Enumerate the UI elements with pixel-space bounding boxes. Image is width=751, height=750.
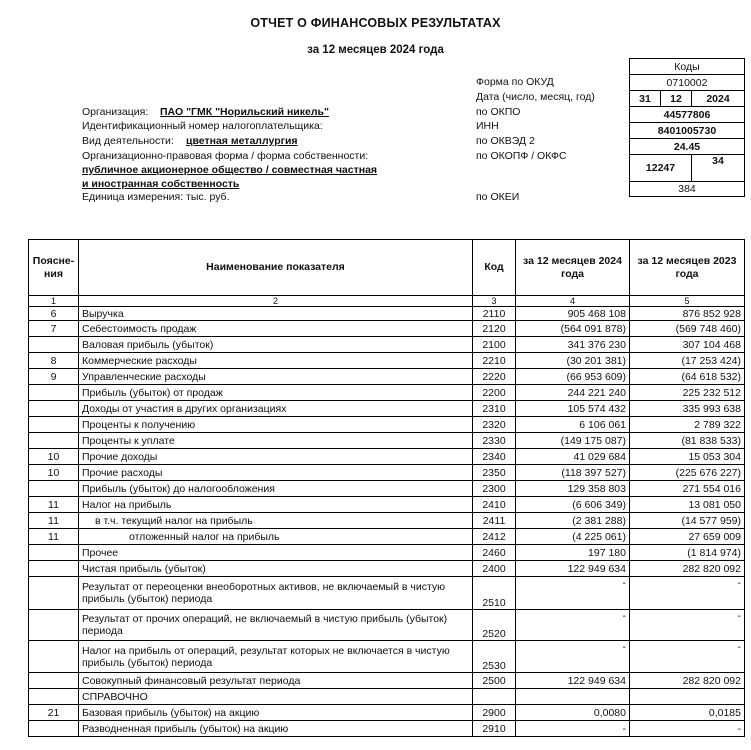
table-row [29,721,745,737]
row-current-value: 122 949 634 [516,561,630,577]
row-current-value: - [516,721,630,737]
row-name: Базовая прибыль (убыток) на акцию [79,705,473,721]
row-previous-value: 27 659 009 [630,529,745,545]
row-name: Проценты к уплате [79,433,473,449]
row-code: 2210 [473,353,516,369]
row-note [29,610,79,641]
table-row [29,417,745,433]
row-note: 11 [29,529,79,545]
activity-value: цветная металлургия [186,135,298,147]
row-name: Валовая прибыль (убыток) [79,337,473,353]
col-header-note: Поясне-ния [29,240,79,296]
row-current-value: - [516,610,630,641]
okud-value: 0710002 [630,75,745,91]
table-row [29,577,745,610]
table-row [29,307,745,321]
activity-label: Вид деятельности: [82,135,174,147]
row-note [29,641,79,673]
col-header-name: Наименование показателя [79,240,473,296]
row-name: отложенный налог на прибыль [79,529,473,545]
row-code: 2300 [473,481,516,497]
financial-results-table [28,239,745,737]
table-row [29,385,745,401]
row-note [29,577,79,610]
row-note [29,417,79,433]
col-header-code: Код [473,240,516,296]
row-code: 2350 [473,465,516,481]
codes-heading: Коды [630,59,745,75]
row-code: 2400 [473,561,516,577]
row-name: Коммерческие расходы [79,353,473,369]
row-code: 2110 [473,307,516,321]
row-code: 2100 [473,337,516,353]
row-current-value: 0,0080 [516,705,630,721]
row-current-value: 905 468 108 [516,307,630,321]
date-month: 12 [661,91,692,107]
row-previous-value: 13 081 050 [630,497,745,513]
row-name: Налог на прибыль [79,497,473,513]
row-previous-value: (569 748 460) [630,321,745,337]
row-name: Проценты к получению [79,417,473,433]
row-current-value: 129 358 803 [516,481,630,497]
row-previous-value: (225 676 227) [630,465,745,481]
row-code: 2900 [473,705,516,721]
row-note [29,561,79,577]
row-note: 8 [29,353,79,369]
okpo-label: по ОКПО [476,106,521,118]
row-code: 2412 [473,529,516,545]
row-code: 2320 [473,417,516,433]
index-cell: 3 [473,296,516,307]
col-header-current: за 12 месяцев 2024 года [516,240,630,296]
row-current-value: - [516,641,630,673]
index-cell: 2 [79,296,473,307]
row-previous-value: 335 993 638 [630,401,745,417]
unit-label: Единица измерения: тыс. руб. [82,191,230,203]
row-name: Себестоимость продаж [79,321,473,337]
row-name: Прочие доходы [79,449,473,465]
row-name: Прибыль (убыток) от продаж [79,385,473,401]
okved-label: по ОКВЭД 2 [476,135,535,147]
row-name: Результат от переоценки внеоборотных активов, не включаемый в чистую прибыль (убыток) периода [79,577,473,610]
row-name: Прочее [79,545,473,561]
table-row [29,673,745,689]
row-code: 2200 [473,385,516,401]
row-note [29,433,79,449]
index-cell: 1 [29,296,79,307]
row-name: в т.ч. текущий налог на прибыль [79,513,473,529]
row-note: 9 [29,369,79,385]
org-name: ПАО "ГМК "Норильский никель" [160,106,329,118]
row-current-value: - [516,577,630,610]
row-note [29,401,79,417]
row-note [29,545,79,561]
date-day: 31 [630,91,661,107]
table-row [29,449,745,465]
row-current-value: 105 574 432 [516,401,630,417]
row-name: Управленческие расходы [79,369,473,385]
inn-value: 8401005730 [630,123,745,139]
row-code: 2530 [473,641,516,673]
row-note: 7 [29,321,79,337]
row-code: 2310 [473,401,516,417]
table-row [29,481,745,497]
row-code: 2500 [473,673,516,689]
row-name: Результат от прочих операций, не включаемый в чистую прибыль (убыток) периода [79,610,473,641]
row-previous-value [630,689,745,705]
row-code: 2460 [473,545,516,561]
row-note [29,689,79,705]
row-current-value: 41 029 684 [516,449,630,465]
table-row [29,401,745,417]
index-row [29,296,745,307]
org-label: Организация: [82,106,149,118]
row-previous-value: (14 577 959) [630,513,745,529]
row-previous-value: 2 789 322 [630,417,745,433]
row-current-value: 122 949 634 [516,673,630,689]
row-current-value: (564 091 878) [516,321,630,337]
col-header-previous: за 12 месяцев 2023 года [630,240,745,296]
row-code: 2411 [473,513,516,529]
row-note: 10 [29,449,79,465]
row-previous-value: 282 820 092 [630,673,745,689]
row-code: 2330 [473,433,516,449]
row-current-value: (6 606 349) [516,497,630,513]
row-current-value: (2 381 288) [516,513,630,529]
okopf-label: по ОКОПФ / ОКФС [476,150,567,162]
row-previous-value: 307 104 468 [630,337,745,353]
row-previous-value: - [630,610,745,641]
row-current-value: (30 201 381) [516,353,630,369]
row-code: 2340 [473,449,516,465]
row-current-value: (149 175 087) [516,433,630,449]
row-note: 11 [29,513,79,529]
table-row [29,641,745,673]
form-line-2: и иностранная собственность [82,178,240,190]
table-row [29,497,745,513]
table-row [29,689,745,705]
table-row [29,369,745,385]
row-previous-value: (1 814 974) [630,545,745,561]
table-row [29,465,745,481]
table-row [29,610,745,641]
report-title: ОТЧЕТ О ФИНАНСОВЫХ РЕЗУЛЬТАТАХ [250,16,501,30]
row-current-value: (118 397 527) [516,465,630,481]
okei-value: 384 [630,182,745,197]
row-previous-value: (17 253 424) [630,353,745,369]
table-row [29,705,745,721]
table-row [29,545,745,561]
table-row [29,529,745,545]
codes-table [629,58,745,197]
row-current-value: 244 221 240 [516,385,630,401]
row-note [29,721,79,737]
row-note: 11 [29,497,79,513]
row-note: 6 [29,307,79,321]
row-note: 21 [29,705,79,721]
row-current-value: 6 106 061 [516,417,630,433]
row-previous-value: 876 852 928 [630,307,745,321]
table-row [29,337,745,353]
row-current-value: 197 180 [516,545,630,561]
table-row [29,353,745,369]
row-previous-value: - [630,721,745,737]
table-row [29,561,745,577]
row-current-value: (4 225 061) [516,529,630,545]
row-code: 2120 [473,321,516,337]
form-line-1: публичное акционерное общество / совместная частная [82,164,378,176]
row-name: Налог на прибыль от операций, результат которых не включается в чистую прибыль (убыток) периода [79,641,473,673]
row-code: 2910 [473,721,516,737]
index-cell: 4 [516,296,630,307]
row-previous-value: 282 820 092 [630,561,745,577]
okpo-value: 44577806 [630,107,745,123]
row-note [29,385,79,401]
row-note [29,481,79,497]
row-note: 10 [29,465,79,481]
row-name: Прочие расходы [79,465,473,481]
row-name: Чистая прибыль (убыток) [79,561,473,577]
row-code: 2410 [473,497,516,513]
row-previous-value: (64 618 532) [630,369,745,385]
org-inn-label: Идентификационный номер налогоплательщика: [82,120,323,132]
okud-label: Форма по ОКУД [476,76,554,88]
table-row [29,513,745,529]
row-previous-value: 225 232 512 [630,385,745,401]
row-code [473,689,516,705]
row-name: Разводненная прибыль (убыток) на акцию [79,721,473,737]
row-name: Доходы от участия в других организациях [79,401,473,417]
row-code: 2220 [473,369,516,385]
table-row [29,321,745,337]
index-cell: 5 [630,296,745,307]
row-previous-value: (81 838 533) [630,433,745,449]
row-note [29,673,79,689]
row-name: СПРАВОЧНО [79,689,473,705]
report-period: за 12 месяцев 2024 года [307,44,444,56]
date-label: Дата (число, месяц, год) [476,91,595,103]
row-previous-value: 0,0185 [630,705,745,721]
okopf-value: 12247 [630,155,692,182]
row-current-value: (66 953 609) [516,369,630,385]
row-current-value [516,689,630,705]
row-code: 2510 [473,577,516,610]
form-label: Организационно-правовая форма / форма собственности: [82,150,369,162]
row-previous-value: 271 554 016 [630,481,745,497]
row-name: Прибыль (убыток) до налогообложения [79,481,473,497]
okfs-value: 34 [692,155,745,182]
row-code: 2520 [473,610,516,641]
row-name: Совокупный финансовый результат периода [79,673,473,689]
row-note [29,337,79,353]
row-name: Выручка [79,307,473,321]
row-previous-value: - [630,641,745,673]
okved-value: 24.45 [630,139,745,155]
date-year: 2024 [692,91,745,107]
row-current-value: 341 376 230 [516,337,630,353]
row-previous-value: - [630,577,745,610]
table-row [29,433,745,449]
row-previous-value: 15 053 304 [630,449,745,465]
inn-label: ИНН [476,120,499,132]
okei-label: по ОКЕИ [476,191,520,203]
